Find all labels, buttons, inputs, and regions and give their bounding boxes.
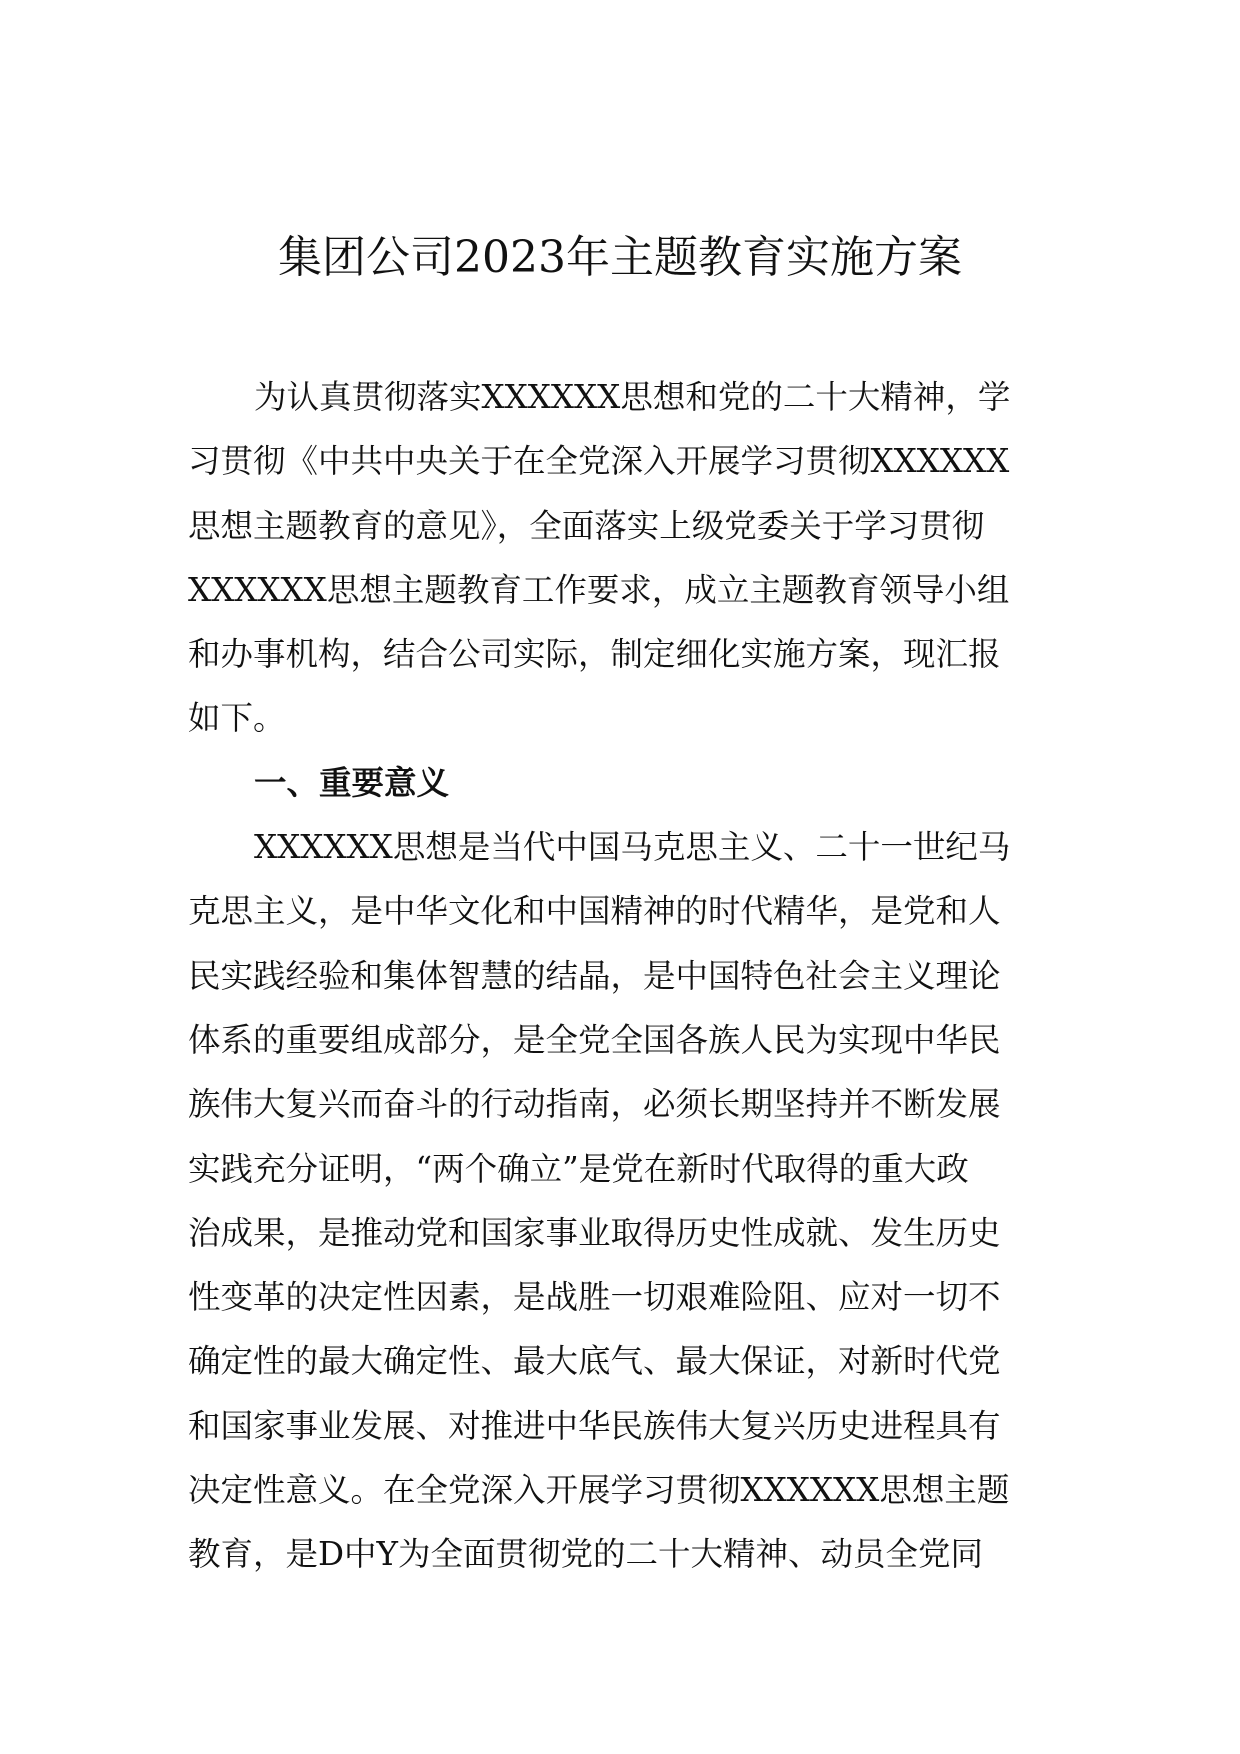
paragraph-line: 实践充分证明，“两个确立”是党在新时代取得的重大政 — [188, 1149, 969, 1188]
paragraph-line: 族伟大复兴而奋斗的行动指南，必须长期坚持并不断发展 — [188, 1085, 1001, 1124]
paragraph-line: 思想主题教育的意见》，全面落实上级党委关于学习贯彻 — [188, 506, 985, 545]
paragraph-line: 习贯彻《中共中央关于在全党深入开展学习贯彻XXXXXX — [188, 442, 1010, 481]
paragraph-line: 如下。 — [188, 699, 286, 738]
paragraph-line: 教育，是D中Y为全面贯彻党的二十大精神、动员全党同 — [188, 1535, 984, 1574]
paragraph-line: 治成果，是推动党和国家事业取得历史性成就、发生历史 — [188, 1213, 1001, 1252]
paragraph-line: 民实践经验和集体智慧的结晶，是中国特色社会主义理论 — [188, 956, 1001, 995]
paragraph-line: XXXXXX思想主题教育工作要求，成立主题教育领导小组 — [188, 570, 1010, 609]
document-body — [188, 365, 1058, 1587]
paragraph-line: 体系的重要组成部分，是全党全国各族人民为实现中华民 — [188, 1020, 1001, 1059]
paragraph-line: 为认真贯彻落实XXXXXX思想和党的二十大精神，学 — [254, 378, 1011, 416]
paragraph-line: 和国家事业发展、对推进中华民族伟大复兴历史进程具有 — [188, 1406, 1001, 1445]
document-title: 集团公司2023年主题教育实施方案 — [278, 232, 962, 283]
paragraph-line: 克思主义，是中华文化和中国精神的时代精华，是党和人 — [188, 892, 1001, 931]
paragraph-line: 和办事机构，结合公司实际，制定细化实施方案，现汇报 — [188, 635, 1001, 674]
paragraph-line: 决定性意义。在全党深入开展学习贯彻XXXXXX思想主题 — [188, 1471, 1010, 1510]
paragraph-line: 确定性的最大确定性、最大底气、最大保证，对新时代党 — [188, 1342, 1001, 1381]
section-heading: 一、重要意义 — [254, 762, 450, 802]
paragraph-line: XXXXXX思想是当代中国马克思主义、二十一世纪马 — [254, 828, 1011, 867]
paragraph-line: 性变革的决定性因素，是战胜一切艰难险阻、应对一切不 — [188, 1278, 1001, 1317]
